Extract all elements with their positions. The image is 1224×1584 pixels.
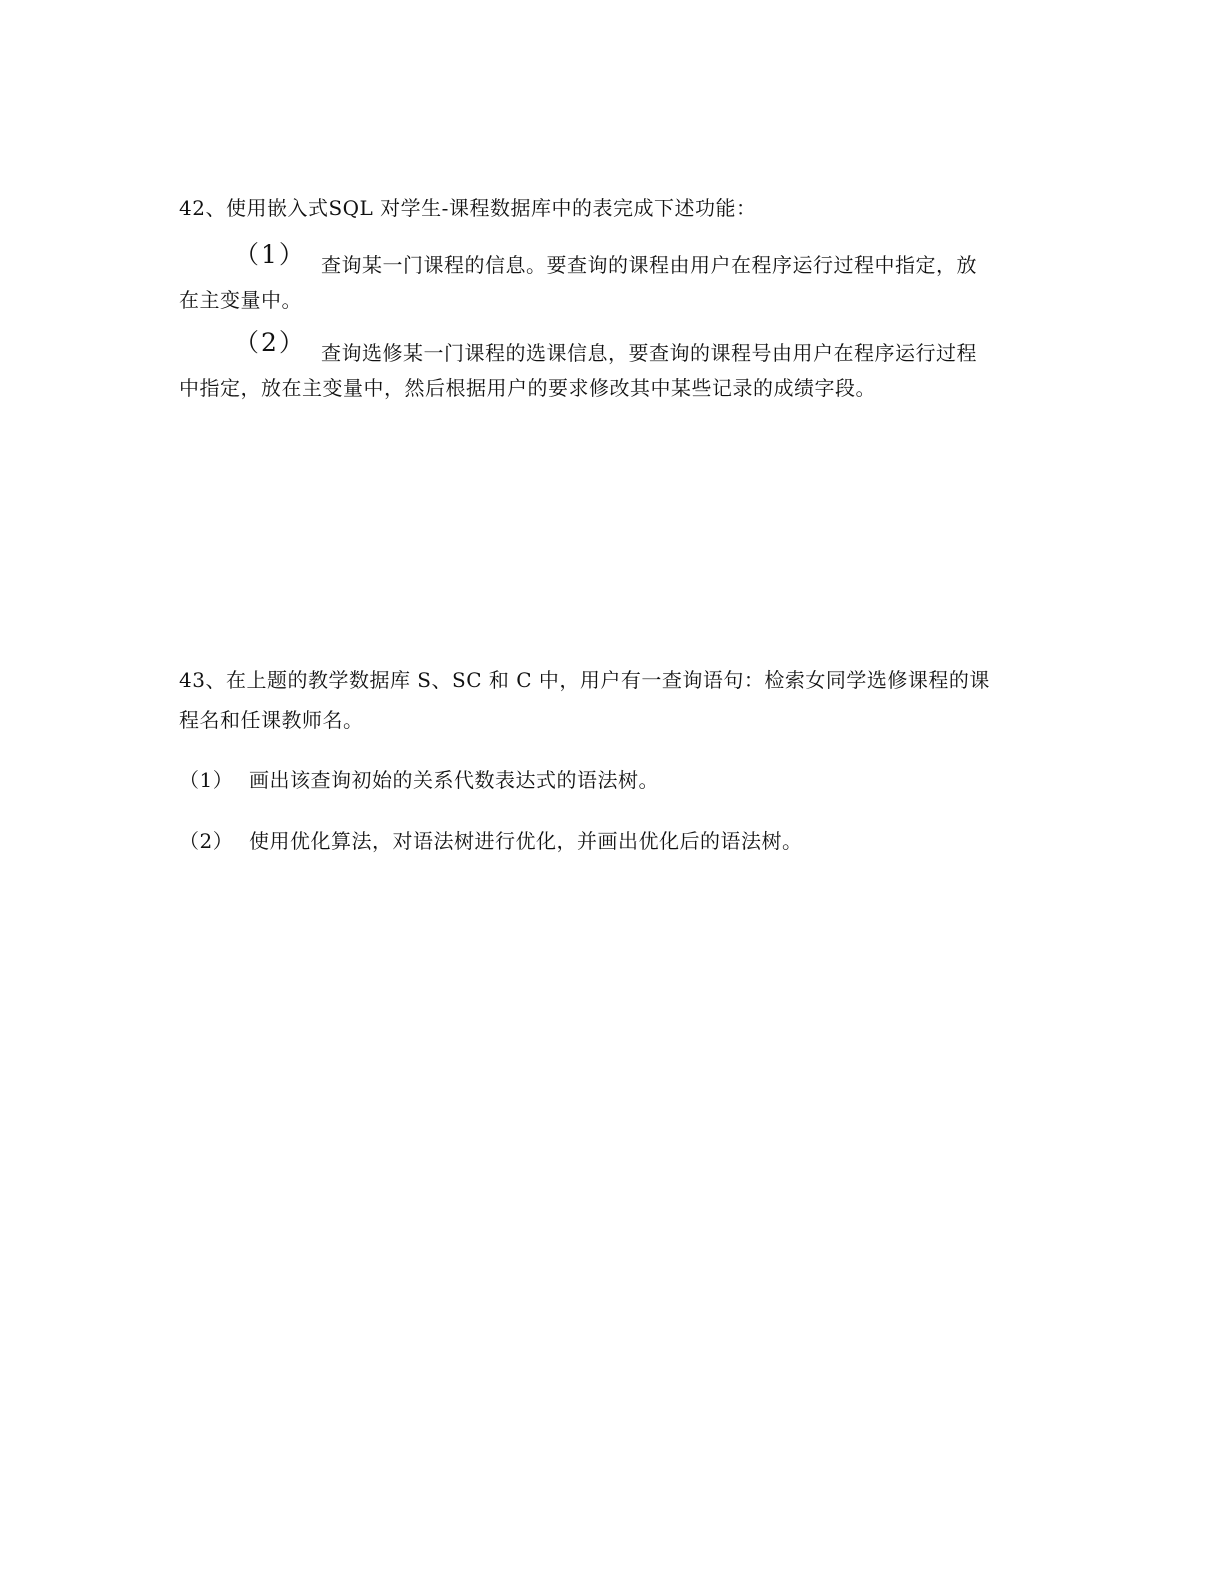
q43-item2-number: （2） <box>179 829 234 853</box>
q42-item2-line2: 中指定，放在主变量中，然后根据用户的要求修改其中某些记录的成绩字段。 <box>179 376 876 400</box>
q42-item2-line1: 查询选修某一门课程的选课信息，要查询的课程号由用户在程序运行过程 <box>321 341 977 365</box>
q43-item1-number: （1） <box>179 768 234 792</box>
q43-item1-text: 画出该查询初始的关系代数表达式的语法树。 <box>249 768 659 792</box>
q42-title: 42、使用嵌入式SQL 对学生-课程数据库中的表完成下述功能： <box>179 196 757 220</box>
q42-item1-line1: 查询某一门课程的信息。要查询的课程由用户在程序运行过程中指定，放 <box>321 253 977 277</box>
q43-title-line2: 程名和任课教师名。 <box>179 708 364 732</box>
q42-item1-line2: 在主变量中。 <box>179 288 302 312</box>
q42-item1-number: （1） <box>234 240 306 269</box>
q42-item2-number: （2） <box>234 328 306 357</box>
q43-item2-text: 使用优化算法，对语法树进行优化，并画出优化后的语法树。 <box>249 829 803 853</box>
q43-title-line1: 43、在上题的教学数据库 S、SC 和 C 中，用户有一查询语句：检索女同学选修课程的课 <box>179 668 990 692</box>
